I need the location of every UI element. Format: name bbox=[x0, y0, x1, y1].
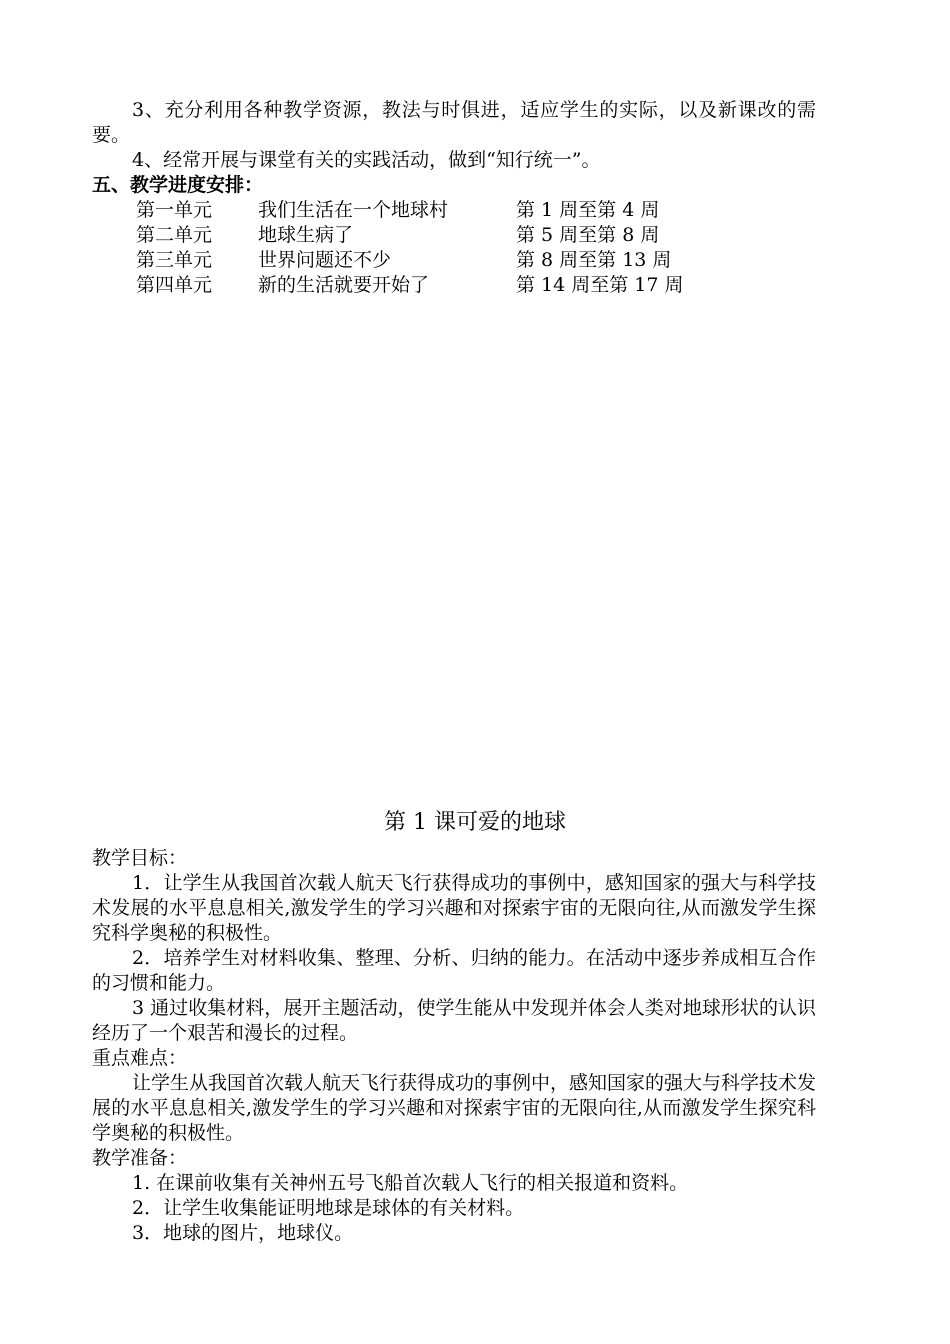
schedule-title: 新的生活就要开始了 bbox=[258, 274, 430, 296]
preparation-item: 2．让学生收集能证明地球是球体的有关材料。 bbox=[132, 1197, 525, 1219]
goal-item: 1．让学生从我国首次载人航天飞行获得成功的事例中，感知国家的强大与科学技术发展的水平息息相关,激发学生的学习兴趣和对探索宇宙的无限向往,从而激发学生探究科学奥秘的积极性。 bbox=[92, 872, 816, 944]
schedule-unit: 第二单元 bbox=[136, 224, 213, 246]
lesson-title: 第 1 课可爱的地球 bbox=[384, 810, 566, 835]
schedule-unit: 第三单元 bbox=[136, 249, 213, 271]
schedule-title: 地球生病了 bbox=[258, 224, 354, 246]
schedule-row bbox=[92, 223, 816, 248]
schedule-weeks: 第 1 周至第 4 周 bbox=[516, 199, 660, 221]
goal-item: 3 通过收集材料，展开主题活动，使学生能从中发现并体会人类对地球形状的认识经历了一个艰苦和漫长的过程。 bbox=[92, 997, 816, 1044]
schedule-weeks: 第 14 周至第 17 周 bbox=[516, 274, 684, 296]
schedule-table bbox=[92, 198, 816, 298]
schedule-unit: 第四单元 bbox=[136, 274, 213, 296]
paragraph-item-4: 4、经常开展与课堂有关的实践活动，做到“知行统一”。 bbox=[132, 149, 601, 171]
schedule-row bbox=[92, 248, 816, 273]
schedule-title: 我们生活在一个地球村 bbox=[258, 199, 449, 221]
schedule-unit: 第一单元 bbox=[136, 199, 213, 221]
schedule-row bbox=[92, 273, 816, 298]
preparation-label: 教学准备： bbox=[92, 1147, 188, 1169]
schedule-weeks: 第 8 周至第 13 周 bbox=[516, 249, 672, 271]
schedule-row bbox=[92, 198, 816, 223]
key-points-label: 重点难点： bbox=[92, 1047, 188, 1069]
goal-item: 2．培养学生对材料收集、整理、分析、归纳的能力。在活动中逐步养成相互合作的习惯和能力。 bbox=[92, 947, 816, 994]
schedule-title: 世界问题还不少 bbox=[258, 249, 392, 271]
schedule-heading: 五、教学进度安排： bbox=[92, 174, 264, 196]
preparation-item: 1. 在课前收集有关神州五号飞船首次载人飞行的相关报道和资料。 bbox=[132, 1172, 689, 1194]
preparation-item: 3．地球的图片，地球仪。 bbox=[132, 1222, 354, 1244]
schedule-weeks: 第 5 周至第 8 周 bbox=[516, 224, 660, 246]
key-points-text: 让学生从我国首次载人航天飞行获得成功的事例中，感知国家的强大与科学技术发展的水平息息相关,激发学生的学习兴趣和对探索宇宙的无限向往,从而激发学生探究科学奥秘的积极性。 bbox=[92, 1072, 817, 1144]
paragraph-item-3: 3、充分利用各种教学资源，教法与时俱进，适应学生的实际，以及新课改的需要。 bbox=[92, 99, 816, 146]
lesson-body bbox=[92, 846, 816, 1246]
goals-label: 教学目标： bbox=[92, 847, 188, 869]
teaching-plan-continuation bbox=[92, 98, 816, 298]
